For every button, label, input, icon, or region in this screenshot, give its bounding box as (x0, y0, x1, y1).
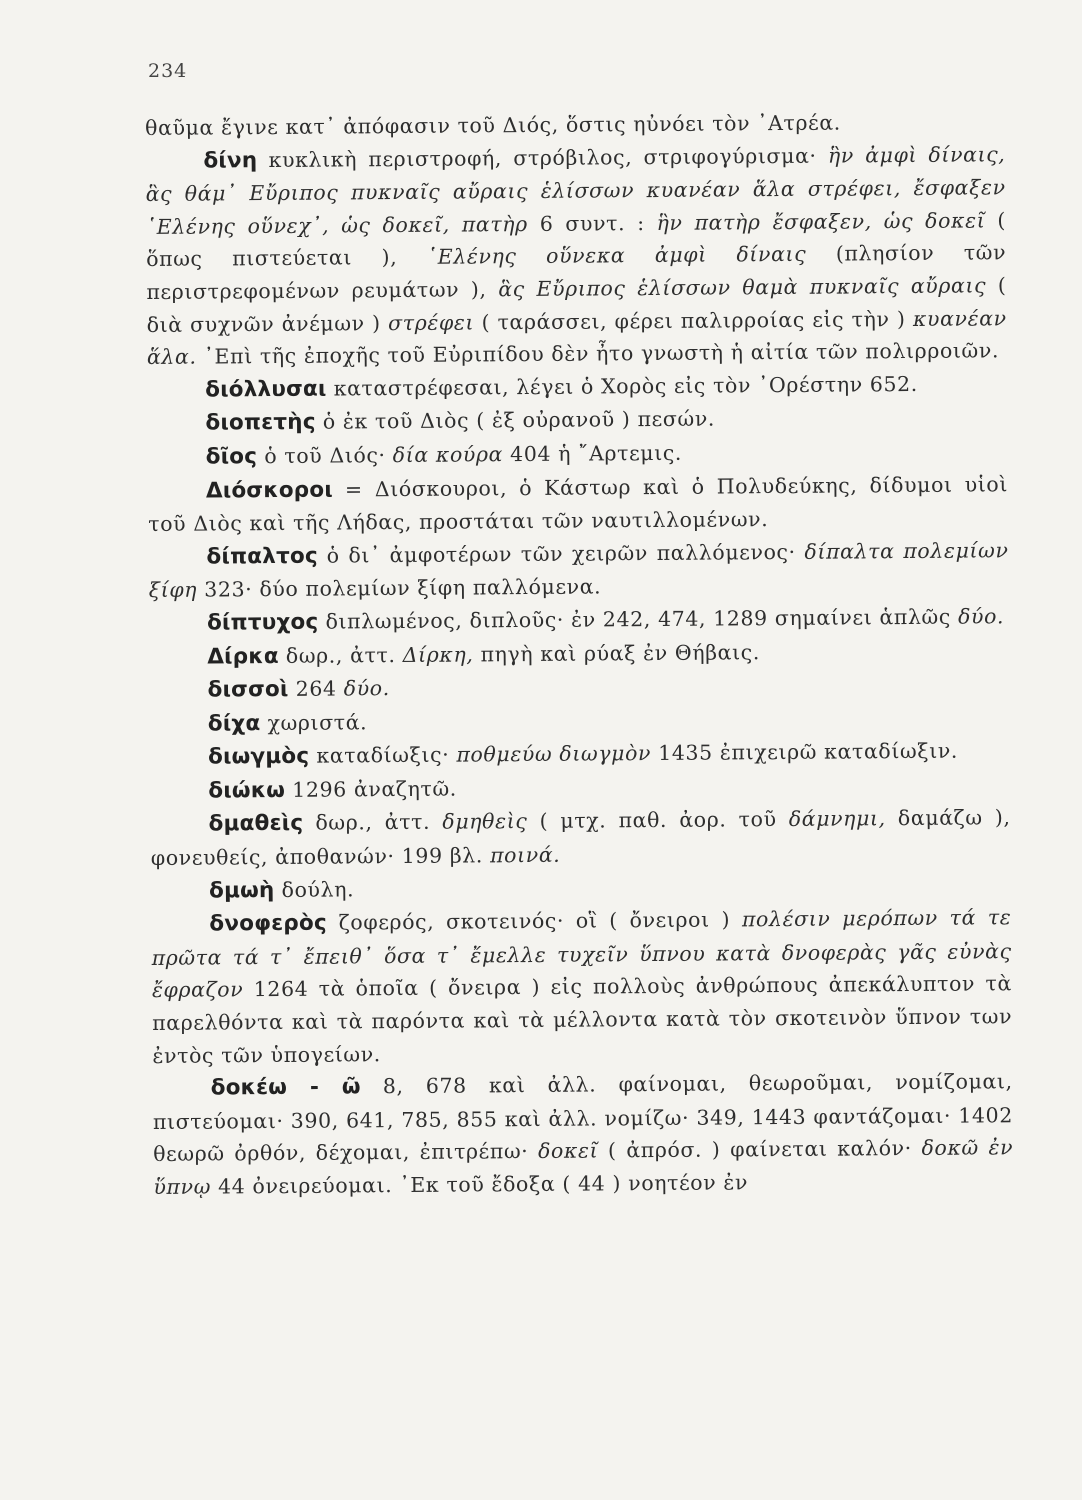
quotation-text: δία κούρα (392, 442, 504, 468)
quotation-text: δμηθεὶς (442, 809, 528, 835)
headword: δμωὴ (209, 877, 275, 904)
headword: δῖος (205, 444, 258, 470)
definition-text: 264 (288, 676, 344, 701)
headword: διοπετὴς (205, 410, 316, 436)
definition-text: 323· δύο πολεμίων ξίφη παλλόμενα. (197, 574, 602, 602)
quotation-text: Δίρκη, (402, 641, 474, 667)
quotation-text: δοκῶ ἐν ὕπνῳ (153, 1135, 1014, 1199)
headword: διόλλυσαι (205, 376, 327, 403)
headword: δνοφερὸς (209, 910, 327, 937)
headword: δμαθεὶς (208, 811, 304, 837)
definition-text: πηγὴ καὶ ρύαξ ἐν Θήβαις. (473, 639, 760, 666)
quotation-text: δύο. (343, 676, 390, 701)
definition-text: δωρ., ἀττ. (278, 642, 403, 668)
glossary-entry (148, 534, 1008, 607)
definition-text: = Διόσκουροι, ὁ Κάστωρ καὶ ὁ Πολυδεύκης, δίδυμοι υἱοὶ τοῦ Διὸς καὶ τῆς Λήδας, προστάται τῶν ναυτιλλομένων. (148, 471, 1009, 537)
definition-text: 404 ἡ ῎Αρτεμις. (502, 440, 683, 467)
quotation-text: δάμνημι, (788, 806, 886, 832)
quotation-text: ἃς Εὔριπος ἑλίσσων θαμὰ πυκναῖς αὔραις (498, 273, 987, 302)
quotation-text: ποθμεύω διωγμὸν (456, 741, 652, 767)
definition-text: δούλη. (274, 877, 355, 902)
quotation-text: ῾Ελένης οὕνεκα ἀμφὶ δίναις (426, 242, 807, 270)
glossary-entry (149, 600, 1009, 640)
quotation-text: στρέφει (388, 309, 475, 335)
definition-text: δωρ., ἀττ. (303, 810, 443, 836)
definition-text: (πλησίον τῶν περιστρεφομένων ρευμάτων ), (146, 240, 1007, 304)
definition-text: ( μτχ. παθ. ἀορ. τοῦ (527, 807, 789, 834)
definition-text: καταστρέφεσαι, λέγει ὁ Χορὸς εἰς τὸν ᾽Ορέστην 652. (326, 371, 918, 401)
headword: Διόσκοροι (205, 477, 333, 504)
page-number: 234 (148, 60, 188, 82)
definition-text: δαμάζω ), φονευθείς, ἀποθανών· 199 βλ. (150, 805, 1011, 871)
headword: διώκω (208, 777, 286, 804)
glossary-text (145, 105, 1014, 1203)
definition-text: ( ἀπρόσ. ) φαίνεται καλόν· (598, 1136, 922, 1163)
headword: δίπαλτος (206, 543, 318, 570)
definition-text: καταδίωξις· (309, 742, 457, 769)
quotation-text: δίπαλτα πολεμίων ξίφη (148, 537, 1009, 603)
definition-text: ᾽Επὶ τῆς ἐποχῆς τοῦ Εὐριπίδου δὲν ἦτο γνωστὴ ἡ αἰτία τῶν πολιρροιῶν. (196, 338, 1000, 369)
definition-text: διπλωμένος, διπλοῦς· ἐν 242, 474, 1289 σημαίνει ἁπλῶς (318, 604, 959, 634)
definition-text: χωριστά. (260, 709, 368, 735)
definition-text: ( ταράσσει, φέρει παλιρροίας εἰς τὴν ) (474, 306, 914, 334)
quotation-text: δοκεῖ (537, 1138, 599, 1164)
quotation-text: ἣν πατὴρ ἔσφαξεν, ὡς δοκεῖ (656, 208, 986, 235)
quotation-text: ἣν ἀμφὶ δίναις, ἃς θάμ᾽ Εὔριπος πυκναῖς αὔραις ἑλίσσων κυανέαν ἅλα στρέφει, ἔσφαξεν ῾Ελένης οὕνεχ᾽, ὡς δοκεῖ, πατὴρ (145, 141, 1006, 239)
definition-text: 6 συντ. : (527, 210, 657, 236)
definition-text: ζοφερός, σκοτεινός· οἳ ( ὄνειροι ) (326, 907, 743, 935)
definition-text: ὁ δι᾽ ἀμφοτέρων τῶν χειρῶν παλλόμενος· (317, 539, 805, 568)
definition-text: κυκλικὴ περιστροφή, στρόβιλος, στριφογύρισμα· (257, 143, 828, 172)
definition-text: 1435 ἐπιχειρῶ καταδίωξιν. (650, 738, 959, 766)
quotation-text: ποινά. (489, 842, 561, 868)
headword: δίχα (207, 710, 261, 737)
quotation-text: πολέσιν μερόπων τά τε πρῶτα τά τ᾽ ἔπειθ᾽ ὅσα τ᾽ ἔμελλε τυχεῖν ὕπνου κατὰ δνοφερὰς γᾶς εὐνὰς ἔφραζον (151, 905, 1012, 1003)
headword: δίνη (203, 147, 258, 174)
headword: δισσοὶ (207, 676, 289, 703)
definition-text: 1264 τὰ ὁποῖα ( ὄνειρα ) εἰς πολλοὺς ἀνθρώπους ἀπεκάλυπτον τὰ παρελθόντα καὶ τὰ παρόντα καὶ τὰ μέλλοντα κατὰ τὸν σκοτεινὸν ὕπνον των ἐντὸς τῶν ὑπογείων. (152, 971, 1013, 1068)
definition-text: ὁ ἐκ τοῦ Διὸς ( ἐξ οὐρανοῦ ) πεσών. (315, 406, 716, 435)
headword: δίπτυχος (206, 609, 319, 636)
headword: διωγμὸς (207, 744, 310, 770)
definition-text: 8, 678 καὶ ἀλλ. φαίνομαι, θεωροῦμαι, νομίζομαι, πιστεύομαι· 390, 641, 785, 855 καὶ ἀλλ. νομίζω· 349, 1443 φαντάζομαι· 1402 θεωρῶ ὀρθόν, δέχομαι, ἐπιτρέπω· (152, 1069, 1013, 1167)
glossary-entry (151, 901, 1012, 1072)
glossary-entry (148, 468, 1008, 541)
quotation-text: κυανέαν ἅλα. (146, 305, 1007, 370)
definition-text: ( ὅπως πιστεύεται ), (146, 208, 1006, 272)
quotation-text: δύο. (957, 604, 1005, 629)
definition-text: 1296 ἀναζητῶ. (285, 776, 457, 802)
glossary-entry (153, 1065, 1014, 1203)
definition-text: ὁ τοῦ Διός· (257, 443, 393, 469)
glossary-entry (145, 138, 1007, 374)
headword: δοκέω - ῶ (210, 1074, 361, 1101)
definition-text: 44 ὀνειρεύομαι. ᾽Εκ τοῦ ἔδοξα ( 44 ) νοητέον ἐν (210, 1170, 749, 1199)
glossary-entry (150, 735, 1010, 775)
glossary-entry (150, 802, 1010, 875)
definition-text: θαῦμα ἔγινε κατ᾽ ἀπόφασιν τοῦ Διός, ὅστις ηὐνόει τὸν ᾽Ατρέα. (145, 110, 841, 140)
definition-text: ( διὰ συχνῶν ἀνέμων ) (146, 273, 1007, 337)
headword: Δίρκα (207, 643, 279, 670)
